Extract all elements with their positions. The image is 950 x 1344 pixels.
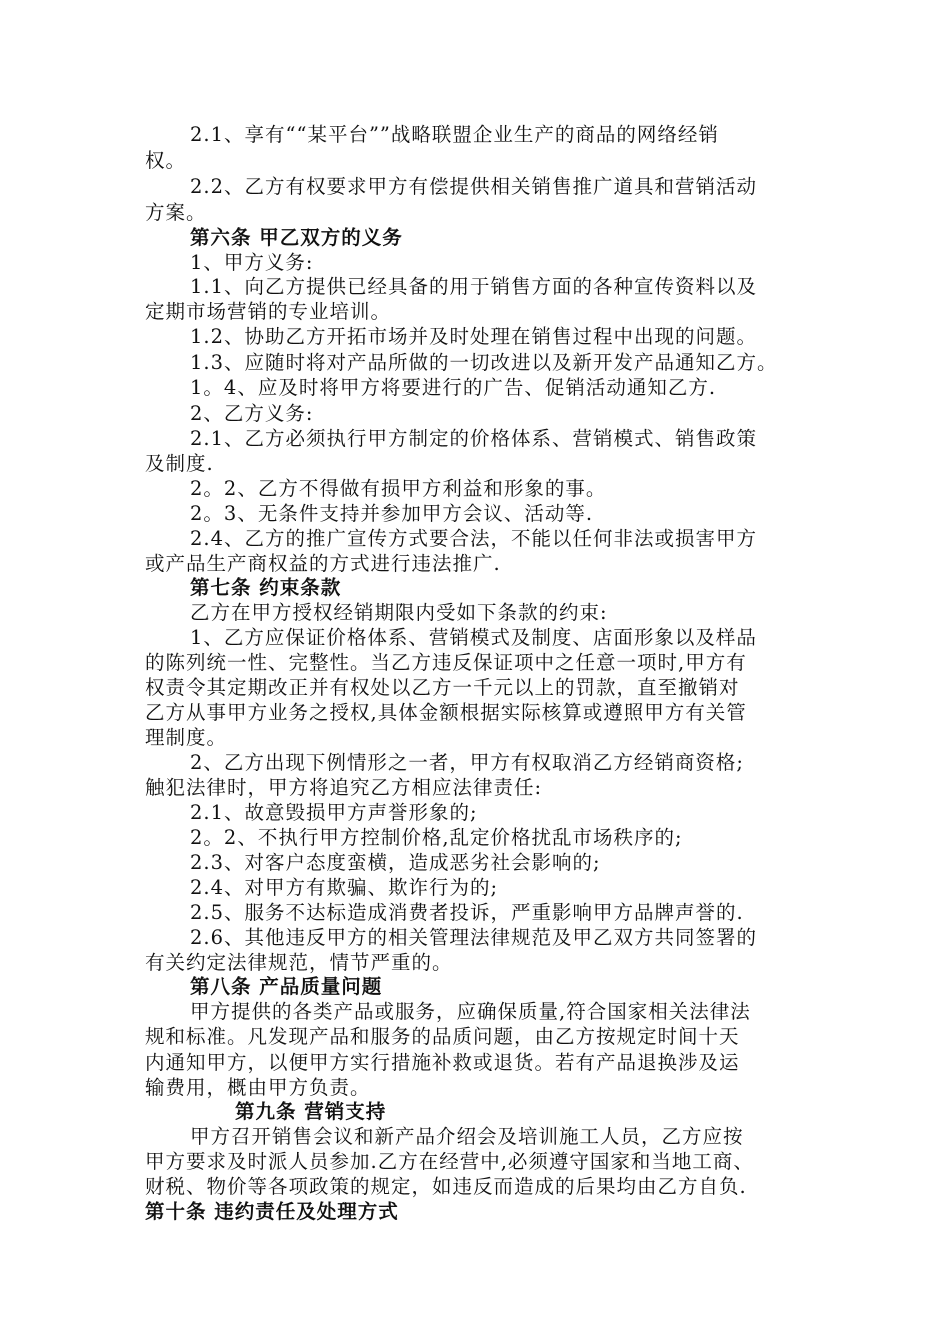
paragraph-line: 1。4、应及时将甲方将要进行的广告、促销活动通知乙方. [190,376,717,399]
paragraph-line: 内通知甲方，以便甲方实行措施补救或退货。若有产品退换涉及运 [145,1051,740,1074]
paragraph-line: 2。3、无条件支持并参加甲方会议、活动等. [190,502,594,525]
paragraph-line: 2.4、乙方的推广宣传方式要合法，不能以任何非法或损害甲方 [190,527,758,550]
paragraph-line: 乙方在甲方授权经销期限内受如下条款的约束: [190,601,608,624]
paragraph-line: 方案。 [145,201,207,224]
section-heading: 第十条 违约责任及处理方式 [145,1200,399,1223]
paragraph-line: 1.1、向乙方提供已经具备的用于销售方面的各种宣传资料以及 [190,275,758,298]
section-heading: 第八条 产品质量问题 [190,975,383,998]
section-heading: 第六条 甲乙双方的义务 [190,226,403,249]
paragraph-line: 2。2、乙方不得做有损甲方利益和形象的事。 [190,477,607,500]
paragraph-line: 2.1、故意毁损甲方声誉形象的; [190,801,478,824]
paragraph-line: 1.3、应随时将对产品所做的一切改进以及新开发产品通知乙方。 [190,351,778,374]
paragraph-line: 2.5、服务不达标造成消费者投诉，严重影响甲方品牌声誉的. [190,901,744,924]
paragraph-line: 甲方提供的各类产品或服务，应确保质量,符合国家相关法律法 [190,1000,751,1023]
paragraph-line: 甲方召开销售会议和新产品介绍会及培训施工人员，乙方应按 [190,1125,744,1148]
paragraph-line: 2。2、不执行甲方控制价格,乱定价格扰乱市场秩序的; [190,826,683,849]
paragraph-line: 2.6、其他违反甲方的相关管理法律规范及甲乙双方共同签署的 [190,926,758,949]
section-heading: 第九条 营销支持 [235,1100,387,1123]
paragraph-line: 1、乙方应保证价格体系、营销模式及制度、店面形象以及样品 [190,626,757,649]
paragraph-line: 权责令其定期改正并有权处以乙方一千元以上的罚款，直至撤销对 [145,676,740,699]
paragraph-line: 甲方要求及时派人员参加.乙方在经营中,必须遵守国家和当地工商、 [145,1150,754,1173]
paragraph-line: 或产品生产商权益的方式进行违法推广. [145,552,501,575]
paragraph-line: 规和标准。凡发现产品和服务的品质问题，由乙方按规定时间十天 [145,1025,740,1048]
paragraph-line: 2.1、享有““某平台””战略联盟企业生产的商品的网络经销 [190,123,719,146]
paragraph-line: 2.3、对客户态度蛮横，造成恶劣社会影响的; [190,851,601,874]
paragraph-line: 2.4、对甲方有欺骗、欺诈行为的; [190,876,499,899]
paragraph-line: 的陈列统一性、完整性。当乙方违反保证项中之任意一项时,甲方有 [145,651,747,674]
paragraph-line: 财税、物价等各项政策的规定，如违反而造成的后果均由乙方自负. [145,1175,747,1198]
paragraph-line: 有关约定法律规范，情节严重的。 [145,951,453,974]
paragraph-line: 理制度。 [145,726,228,749]
paragraph-line: 2、乙方义务: [190,402,314,425]
paragraph-line: 及制度. [145,452,214,475]
paragraph-line: 权。 [145,149,187,172]
paragraph-line: 定期市场营销的专业培训。 [145,300,392,323]
paragraph-line: 2.1、乙方必须执行甲方制定的价格体系、营销模式、销售政策 [190,427,758,450]
paragraph-line: 2、乙方出现下例情形之一者，甲方有权取消乙方经销商资格; [190,751,744,774]
paragraph-line: 1、甲方义务: [190,251,314,274]
paragraph-line: 输费用，概由甲方负责。 [145,1076,371,1099]
section-heading: 第七条 约束条款 [190,576,342,599]
paragraph-line: 乙方从事甲方业务之授权,具体金额根据实际核算或遵照甲方有关管 [145,701,747,724]
paragraph-line: 1.2、协助乙方开拓市场并及时处理在销售过程中出现的问题。 [190,325,758,348]
paragraph-line: 触犯法律时，甲方将追究乙方相应法律责任: [145,776,543,799]
paragraph-line: 2.2、乙方有权要求甲方有偿提供相关销售推广道具和营销活动 [190,175,758,198]
